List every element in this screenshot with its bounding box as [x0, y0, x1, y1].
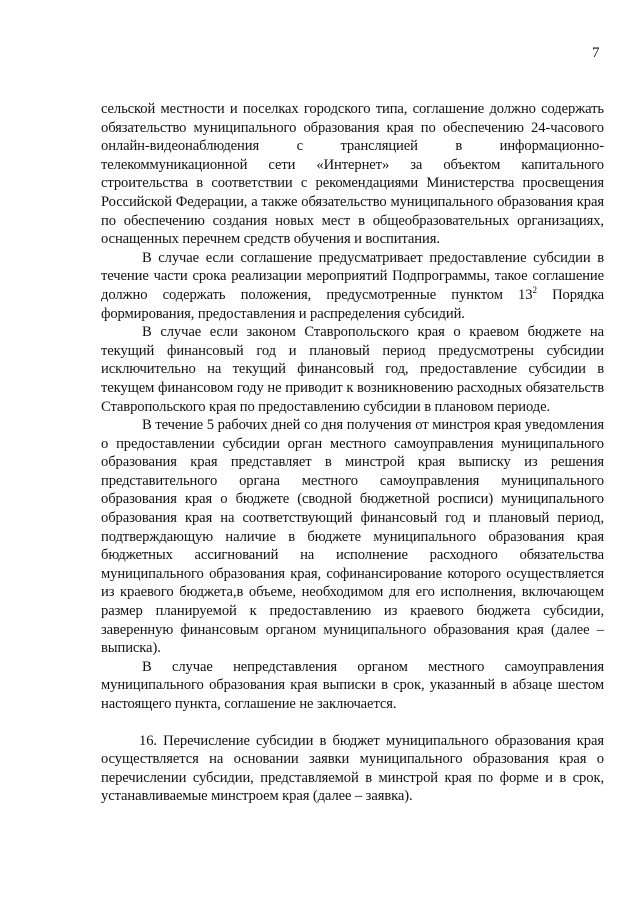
paragraph-budget-extract: В течение 5 рабочих дней со дня получения от минстроя края уведомления о предоставлении субсидии орган местного самоуправления муниципального образования края представляет в минстрой края выписку из решения представительного органа местного самоуправления муниципального образования края о бюджете (сводной бюджетной росписи) муниципального образования края на соответствующий финансовый год и плановый период, подтверждающую наличие в бюджете муниципального образования края бюджетных ассигнований на исполнение расходного обязательства муниципального образования края, софинансирование которого осуществляется из краевого бюджета,в объеме, необходимом для его исполнения, включающем размер планируемой к предоставлению из краевого бюджета субсидии, заверенную финансовым органом муниципального образования края (далее – выписка).	[101, 417, 604, 657]
paragraph-text-start: В случае если соглашение предусматривает предоставление субсидии в течение части срока реализации мероприятий Подпрограммы, такое соглашение должно содержать положения, предусмотренные пунктом 13	[101, 249, 604, 303]
page-number: 7	[592, 45, 600, 61]
paragraph-text-end: Порядка формирования, предоставления и распределения субсидий.	[101, 286, 604, 322]
paragraph-no-extract: В случае непредставления органом местного самоуправления муниципального образования края выписки в срок, указанный в абзаце шестом настоящего пункта, соглашение не заключается.	[101, 658, 604, 712]
paragraph-partial-term-subsidy	[101, 249, 604, 323]
superscript-index: 2	[532, 284, 537, 295]
paragraph-gap	[101, 714, 604, 732]
paragraph-continuation: сельской местности и поселках городского типа, соглашение должно содержать обязательство муниципального образования края по обеспечению 24-часового онлайн-видеонаблюдения с трансляцией в информационно-телекоммуникационной сети «Интернет» за объектом капитального строительства в соответствии с рекомендациями Министерства просвещения Российской Федерации, а также обязательство муниципального образования края по обеспечению создания новых мест в общеобразовательных организациях, оснащенных перечнем средств обучения и воспитания.	[101, 101, 604, 248]
paragraph-current-year-subsidy: В случае если законом Ставропольского края о краевом бюджете на текущий финансовый год и плановый период предусмотрены субсидии исключительно на текущий финансовый год, предоставление субсидии в текущем финансовом году не приводит к возникновению расходных обязательств Ставропольского края по предоставлению субсидии в плановом периоде.	[101, 324, 604, 415]
paragraph-item-16: 16. Перечисление субсидии в бюджет муниципального образования края осуществляется на основании заявки муниципального образования края о перечислении субсидии, представляемой в минстрой края по форме и в срок, устанавливаемые минстроем края (далее – заявка).	[101, 732, 604, 805]
document-body	[101, 100, 604, 806]
